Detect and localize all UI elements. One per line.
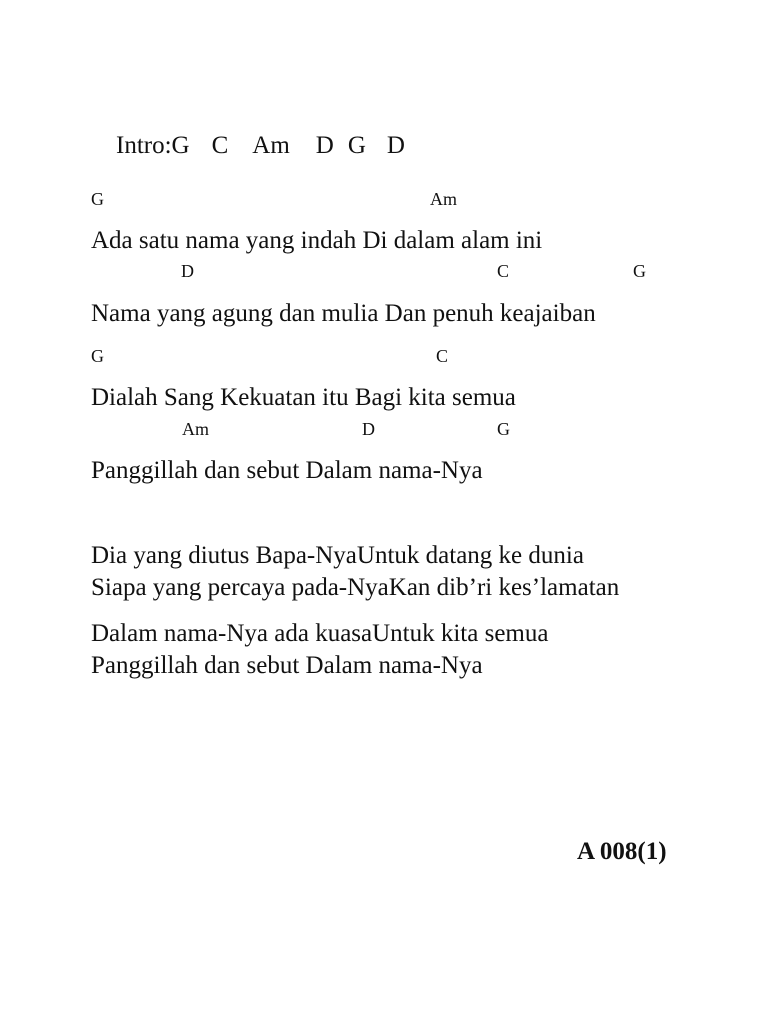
intro-chord: G (171, 132, 190, 159)
chord-row (0, 188, 768, 210)
intro-label: Intro: (116, 132, 172, 159)
lyric-line: Panggillah dan sebut Dalam nama-Nya (91, 652, 483, 679)
chord: C (436, 346, 449, 366)
chord: C (497, 261, 510, 281)
chord: D (181, 261, 194, 281)
intro-line (91, 101, 405, 191)
chord: G (91, 346, 104, 366)
intro-chord: G (347, 132, 366, 159)
chord: G (633, 261, 646, 281)
song-code: A 008(1) (577, 838, 667, 865)
chord: Am (430, 189, 457, 209)
chord: G (497, 419, 510, 439)
lyric-line: Panggillah dan sebut Dalam nama-Nya (91, 457, 483, 484)
chord: G (91, 189, 104, 209)
intro-chord: Am (252, 132, 290, 159)
chord-row (0, 418, 768, 440)
chord-row (0, 345, 768, 367)
intro-chord: D (386, 132, 405, 159)
intro-chord: C (211, 132, 229, 159)
intro-chord: D (315, 132, 334, 159)
chord: D (362, 419, 375, 439)
lyric-line: Dia yang diutus Bapa-NyaUntuk datang ke dunia (91, 542, 584, 569)
lyric-line: Nama yang agung dan mulia Dan penuh keajaiban (91, 300, 596, 327)
chord: Am (182, 419, 209, 439)
lyric-line: Dalam nama-Nya ada kuasaUntuk kita semua (91, 620, 549, 647)
lyric-line: Siapa yang percaya pada-NyaKan dib’ri kes’lamatan (91, 574, 620, 601)
lyric-line: Ada satu nama yang indah Di dalam alam ini (91, 227, 543, 254)
chord-row (0, 260, 768, 282)
lyric-line: Dialah Sang Kekuatan itu Bagi kita semua (91, 384, 516, 411)
